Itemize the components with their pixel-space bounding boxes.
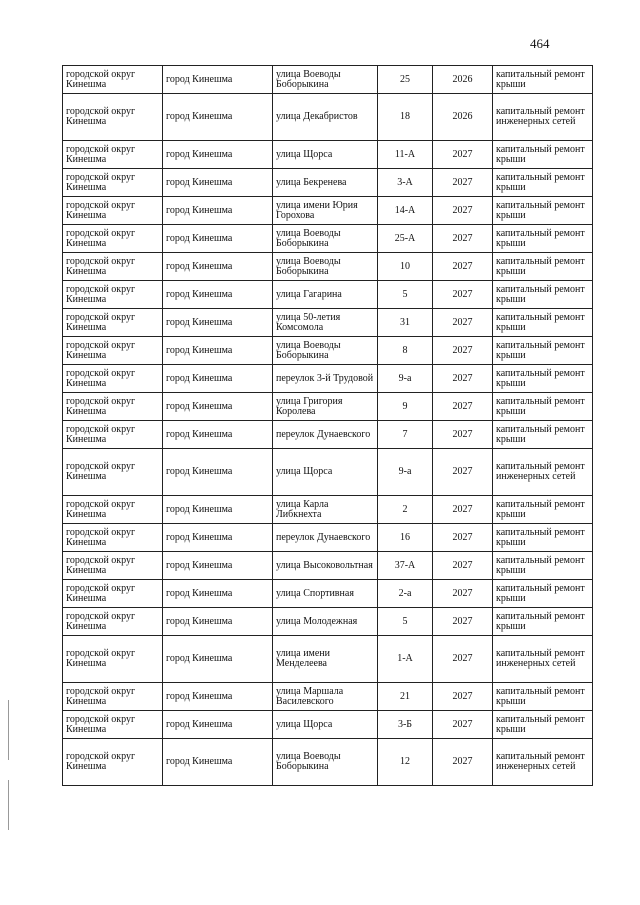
year-cell: 2027 — [433, 421, 493, 449]
street-cell: улица имени Юрия Горохова — [273, 197, 378, 225]
house-number-cell: 5 — [378, 608, 433, 636]
street-cell: улица Спортивная — [273, 580, 378, 608]
locality-cell: город Кинешма — [163, 496, 273, 524]
table-row — [63, 253, 593, 281]
work-type-cell: капитальный ремонт крыши — [493, 141, 593, 169]
street-cell: улица имени Менделеева — [273, 636, 378, 683]
municipality-cell: городской округ Кинешма — [63, 66, 163, 94]
table-body — [63, 66, 593, 786]
year-cell: 2027 — [433, 169, 493, 197]
year-cell: 2026 — [433, 66, 493, 94]
table-row — [63, 66, 593, 94]
year-cell: 2027 — [433, 496, 493, 524]
house-number-cell: 9-а — [378, 449, 433, 496]
locality-cell: город Кинешма — [163, 309, 273, 337]
house-number-cell: 18 — [378, 94, 433, 141]
street-cell: улица Воеводы Боборыкина — [273, 337, 378, 365]
work-type-cell: капитальный ремонт инженерных сетей — [493, 739, 593, 786]
street-cell: улица Воеводы Боборыкина — [273, 225, 378, 253]
municipality-cell: городской округ Кинешма — [63, 365, 163, 393]
municipality-cell: городской округ Кинешма — [63, 608, 163, 636]
locality-cell: город Кинешма — [163, 337, 273, 365]
scan-margin-mark — [8, 700, 9, 760]
table-row — [63, 309, 593, 337]
year-cell: 2027 — [433, 636, 493, 683]
work-type-cell: капитальный ремонт крыши — [493, 309, 593, 337]
table-row — [63, 365, 593, 393]
street-cell: улица Маршала Василевского — [273, 683, 378, 711]
municipality-cell: городской округ Кинешма — [63, 309, 163, 337]
work-type-cell: капитальный ремонт инженерных сетей — [493, 449, 593, 496]
year-cell: 2026 — [433, 94, 493, 141]
municipality-cell: городской округ Кинешма — [63, 197, 163, 225]
locality-cell: город Кинешма — [163, 580, 273, 608]
municipality-cell: городской округ Кинешма — [63, 524, 163, 552]
work-type-cell: капитальный ремонт крыши — [493, 496, 593, 524]
locality-cell: город Кинешма — [163, 66, 273, 94]
year-cell: 2027 — [433, 683, 493, 711]
house-number-cell: 7 — [378, 421, 433, 449]
work-type-cell: капитальный ремонт крыши — [493, 393, 593, 421]
house-number-cell: 14-А — [378, 197, 433, 225]
street-cell: улица Воеводы Боборыкина — [273, 66, 378, 94]
house-number-cell: 37-А — [378, 552, 433, 580]
locality-cell: город Кинешма — [163, 711, 273, 739]
municipality-cell: городской округ Кинешма — [63, 225, 163, 253]
work-type-cell: капитальный ремонт инженерных сетей — [493, 636, 593, 683]
year-cell: 2027 — [433, 365, 493, 393]
table-row — [63, 197, 593, 225]
locality-cell: город Кинешма — [163, 225, 273, 253]
municipality-cell: городской округ Кинешма — [63, 393, 163, 421]
year-cell: 2027 — [433, 524, 493, 552]
locality-cell: город Кинешма — [163, 197, 273, 225]
street-cell: улица Карла Либкнехта — [273, 496, 378, 524]
street-cell: улица Декабристов — [273, 94, 378, 141]
year-cell: 2027 — [433, 393, 493, 421]
municipality-cell: городской округ Кинешма — [63, 496, 163, 524]
year-cell: 2027 — [433, 739, 493, 786]
house-number-cell: 12 — [378, 739, 433, 786]
municipality-cell: городской округ Кинешма — [63, 141, 163, 169]
table-row — [63, 552, 593, 580]
year-cell: 2027 — [433, 337, 493, 365]
municipality-cell: городской округ Кинешма — [63, 253, 163, 281]
locality-cell: город Кинешма — [163, 421, 273, 449]
page-number: 464 — [530, 36, 550, 51]
work-type-cell: капитальный ремонт крыши — [493, 281, 593, 309]
street-cell: улица Григория Королева — [273, 393, 378, 421]
repair-schedule-table — [62, 65, 593, 786]
table-row — [63, 393, 593, 421]
table-row — [63, 524, 593, 552]
table-row — [63, 496, 593, 524]
house-number-cell: 9-а — [378, 365, 433, 393]
year-cell: 2027 — [433, 608, 493, 636]
locality-cell: город Кинешма — [163, 524, 273, 552]
scan-margin-mark — [8, 780, 9, 830]
table-row — [63, 683, 593, 711]
street-cell: улица Бекренева — [273, 169, 378, 197]
municipality-cell: городской округ Кинешма — [63, 711, 163, 739]
locality-cell: город Кинешма — [163, 739, 273, 786]
municipality-cell: городской округ Кинешма — [63, 683, 163, 711]
year-cell: 2027 — [433, 141, 493, 169]
municipality-cell: городской округ Кинешма — [63, 281, 163, 309]
locality-cell: город Кинешма — [163, 141, 273, 169]
house-number-cell: 10 — [378, 253, 433, 281]
municipality-cell: городской округ Кинешма — [63, 636, 163, 683]
locality-cell: город Кинешма — [163, 281, 273, 309]
street-cell: улица Щорса — [273, 711, 378, 739]
work-type-cell: капитальный ремонт крыши — [493, 552, 593, 580]
work-type-cell: капитальный ремонт крыши — [493, 66, 593, 94]
table-row — [63, 281, 593, 309]
house-number-cell: 1-А — [378, 636, 433, 683]
street-cell: переулок 3-й Трудовой — [273, 365, 378, 393]
municipality-cell: городской округ Кинешма — [63, 169, 163, 197]
table-row — [63, 225, 593, 253]
work-type-cell: капитальный ремонт крыши — [493, 225, 593, 253]
table-row — [63, 608, 593, 636]
street-cell: улица Щорса — [273, 141, 378, 169]
street-cell: улица Гагарина — [273, 281, 378, 309]
locality-cell: город Кинешма — [163, 636, 273, 683]
work-type-cell: капитальный ремонт крыши — [493, 421, 593, 449]
house-number-cell: 5 — [378, 281, 433, 309]
work-type-cell: капитальный ремонт крыши — [493, 711, 593, 739]
work-type-cell: капитальный ремонт инженерных сетей — [493, 94, 593, 141]
house-number-cell: 11-А — [378, 141, 433, 169]
locality-cell: город Кинешма — [163, 169, 273, 197]
street-cell: улица Щорса — [273, 449, 378, 496]
house-number-cell: 3-А — [378, 169, 433, 197]
locality-cell: город Кинешма — [163, 393, 273, 421]
table-row — [63, 739, 593, 786]
work-type-cell: капитальный ремонт крыши — [493, 524, 593, 552]
year-cell: 2027 — [433, 449, 493, 496]
work-type-cell: капитальный ремонт крыши — [493, 608, 593, 636]
locality-cell: город Кинешма — [163, 365, 273, 393]
house-number-cell: 31 — [378, 309, 433, 337]
locality-cell: город Кинешма — [163, 608, 273, 636]
year-cell: 2027 — [433, 197, 493, 225]
locality-cell: город Кинешма — [163, 552, 273, 580]
table-row — [63, 421, 593, 449]
street-cell: улица Молодежная — [273, 608, 378, 636]
house-number-cell: 9 — [378, 393, 433, 421]
work-type-cell: капитальный ремонт крыши — [493, 580, 593, 608]
locality-cell: город Кинешма — [163, 683, 273, 711]
year-cell: 2027 — [433, 281, 493, 309]
work-type-cell: капитальный ремонт крыши — [493, 253, 593, 281]
year-cell: 2027 — [433, 225, 493, 253]
municipality-cell: городской округ Кинешма — [63, 94, 163, 141]
house-number-cell: 16 — [378, 524, 433, 552]
year-cell: 2027 — [433, 711, 493, 739]
house-number-cell: 2 — [378, 496, 433, 524]
house-number-cell: 21 — [378, 683, 433, 711]
municipality-cell: городской округ Кинешма — [63, 337, 163, 365]
house-number-cell: 25 — [378, 66, 433, 94]
municipality-cell: городской округ Кинешма — [63, 421, 163, 449]
table-row — [63, 141, 593, 169]
work-type-cell: капитальный ремонт крыши — [493, 683, 593, 711]
table-row — [63, 337, 593, 365]
table-row — [63, 169, 593, 197]
locality-cell: город Кинешма — [163, 253, 273, 281]
municipality-cell: городской округ Кинешма — [63, 552, 163, 580]
work-type-cell: капитальный ремонт крыши — [493, 365, 593, 393]
municipality-cell: городской округ Кинешма — [63, 580, 163, 608]
street-cell: улица Воеводы Боборыкина — [273, 739, 378, 786]
year-cell: 2027 — [433, 580, 493, 608]
year-cell: 2027 — [433, 253, 493, 281]
work-type-cell: капитальный ремонт крыши — [493, 337, 593, 365]
municipality-cell: городской округ Кинешма — [63, 739, 163, 786]
street-cell: улица 50-летия Комсомола — [273, 309, 378, 337]
year-cell: 2027 — [433, 552, 493, 580]
table-row — [63, 94, 593, 141]
table-row — [63, 636, 593, 683]
street-cell: переулок Дунаевского — [273, 524, 378, 552]
street-cell: переулок Дунаевского — [273, 421, 378, 449]
street-cell: улица Высоковольтная — [273, 552, 378, 580]
locality-cell: город Кинешма — [163, 449, 273, 496]
work-type-cell: капитальный ремонт крыши — [493, 169, 593, 197]
table-row — [63, 580, 593, 608]
house-number-cell: 3-Б — [378, 711, 433, 739]
house-number-cell: 2-а — [378, 580, 433, 608]
locality-cell: город Кинешма — [163, 94, 273, 141]
house-number-cell: 8 — [378, 337, 433, 365]
municipality-cell: городской округ Кинешма — [63, 449, 163, 496]
table-row — [63, 711, 593, 739]
year-cell: 2027 — [433, 309, 493, 337]
work-type-cell: капитальный ремонт крыши — [493, 197, 593, 225]
street-cell: улица Воеводы Боборыкина — [273, 253, 378, 281]
house-number-cell: 25-А — [378, 225, 433, 253]
table-row — [63, 449, 593, 496]
